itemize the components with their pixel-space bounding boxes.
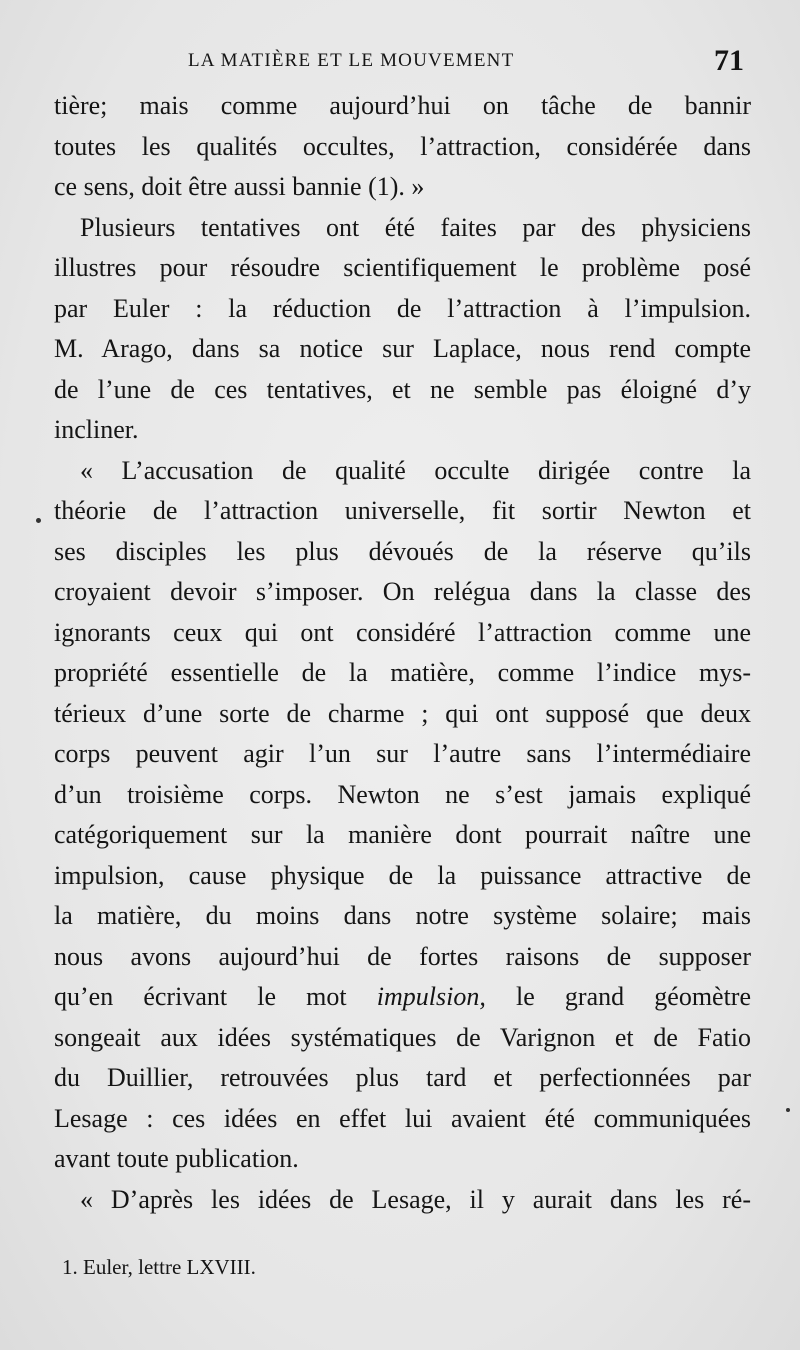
text-line: la matière, du moins dans notre système solaire; mais [54, 901, 751, 930]
text-line: Plusieurs tentatives ont été faites par des physiciens [80, 212, 751, 242]
italic-word: impulsion, [376, 982, 486, 1011]
text-line: « D’après les idées de Lesage, il y aurait dans les ré- [80, 1184, 751, 1214]
text-run: qu’en écrivant le mot [54, 982, 347, 1011]
ink-speck [36, 518, 41, 523]
footnote: 1. Euler, lettre LXVIII. [62, 1255, 256, 1279]
text-line: théorie de l’attraction universelle, fit sortir Newton et [54, 496, 751, 525]
text-line: avant toute publication. [54, 1144, 299, 1173]
text-line: impulsion, cause physique de la puissance attractive de [54, 860, 751, 890]
text-line: de l’une de ces tentatives, et ne semble pas éloigné d’y [54, 374, 751, 404]
running-title: LA MATIÈRE ET LE MOUVEMENT [188, 50, 515, 71]
text-line: catégoriquement sur la manière dont pourrait naître une [54, 820, 751, 849]
ink-speck [786, 1108, 790, 1112]
text-line: propriété essentielle de la matière, comme l’indice mys- [54, 658, 751, 687]
text-line: tière; mais comme aujourd’hui on tâche de bannir [54, 91, 751, 120]
text-line: ce sens, doit être aussi bannie (1). » [54, 172, 425, 201]
text-line: Lesage : ces idées en effet lui avaient été communiquées [54, 1103, 751, 1133]
text-line: incliner. [54, 415, 139, 444]
text-line: croyaient devoir s’imposer. On relégua dans la classe des [54, 577, 751, 606]
text-line: corps peuvent agir l’un sur l’autre sans l’intermédiaire [54, 739, 751, 768]
text-line: térieux d’une sorte de charme ; qui ont supposé que deux [54, 698, 751, 728]
text-line: nous avons aujourd’hui de fortes raisons de supposer [54, 941, 751, 971]
text-line: illustres pour résoudre scientifiquement le problème posé [54, 253, 751, 282]
text-line: toutes les qualités occultes, l’attraction, considérée dans [54, 131, 751, 161]
text-line: « L’accusation de qualité occulte dirigée contre la [80, 455, 751, 485]
text-line [54, 977, 751, 1018]
page-number: 71 [714, 44, 744, 77]
text-line: d’un troisième corps. Newton ne s’est jamais expliqué [54, 779, 751, 809]
text-line: par Euler : la réduction de l’attraction à l’impulsion. [54, 293, 751, 323]
text-line: songeait aux idées systématiques de Varignon et de Fatio [54, 1022, 751, 1052]
text-line: ignorants ceux qui ont considéré l’attraction comme une [54, 617, 751, 647]
text-line: du Duillier, retrouvées plus tard et perfectionnées par [54, 1063, 751, 1092]
text-line: ses disciples les plus dévoués de la réserve qu’ils [54, 536, 751, 566]
text-run: le grand géomètre [516, 982, 751, 1011]
running-head [0, 44, 800, 84]
text-line: M. Arago, dans sa notice sur Laplace, nous rend compte [54, 334, 751, 363]
body-text [54, 86, 751, 1220]
